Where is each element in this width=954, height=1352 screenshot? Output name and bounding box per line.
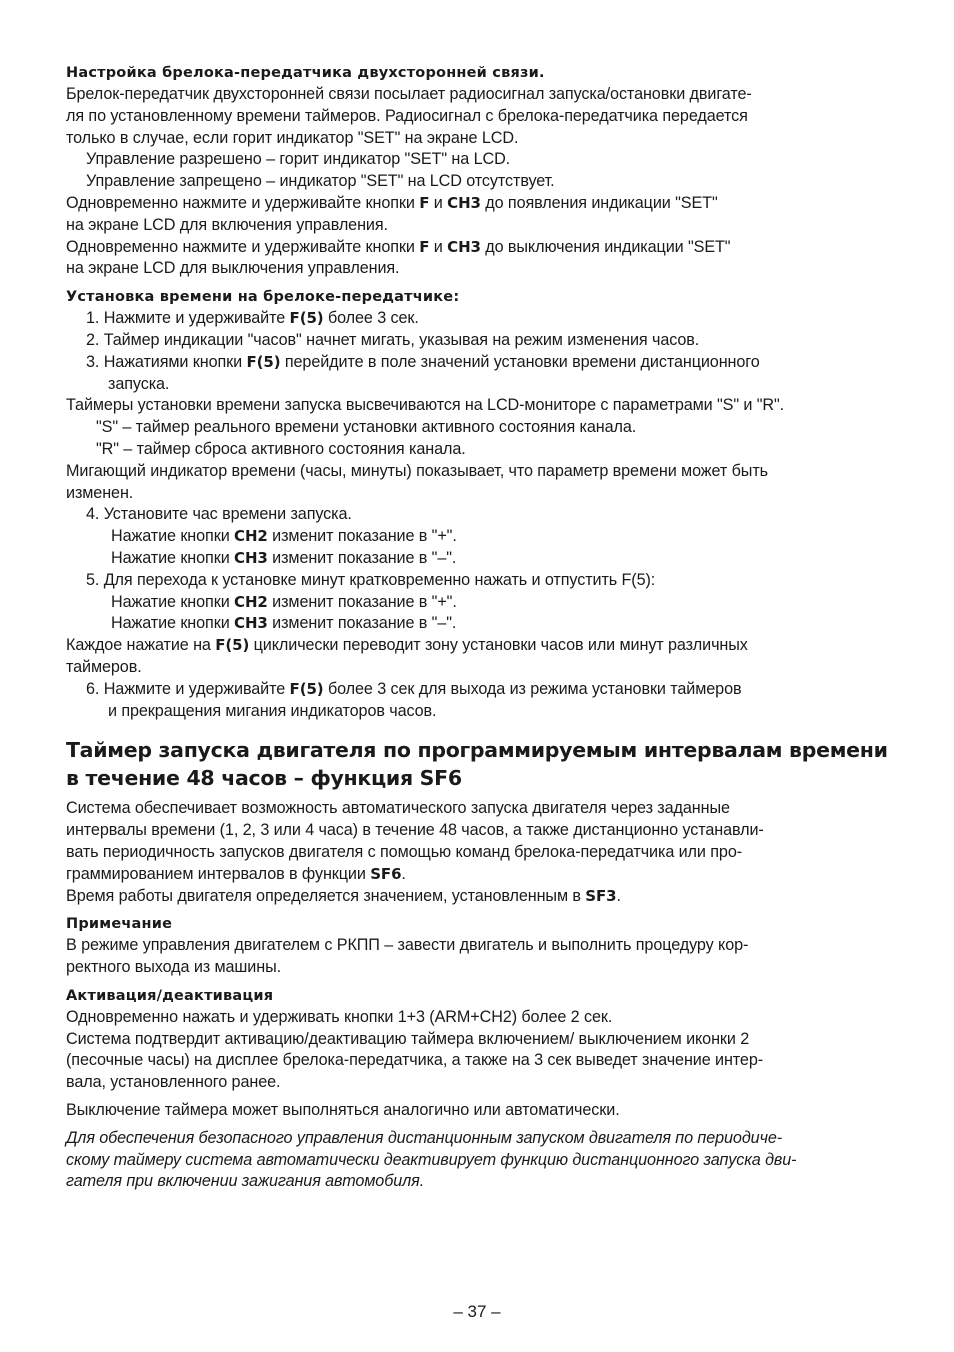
text: Нажатие кнопки: [111, 527, 235, 546]
activation-line: Одновременно нажать и удерживать кнопки 1+3 (ARM+CH2) более 2 сек.: [66, 1007, 613, 1026]
text: изменит показание в "–".: [267, 614, 457, 633]
step-3-cont: запуска.: [108, 374, 170, 393]
text: более 3 сек.: [323, 309, 419, 328]
section-heading-time-setup: Установка времени на брелоке-передатчике:: [66, 289, 460, 306]
step-1: [66, 308, 896, 330]
text: и: [429, 237, 448, 256]
text: Нажатие кнопки: [111, 548, 235, 567]
text: 6. Нажмите и удерживайте: [86, 679, 290, 698]
step-2: 2. Таймер индикации "часов" начнет мигать, указывая на режим изменения часов.: [86, 330, 700, 349]
control-denied-line: Управление запрещено – индикатор "SET" на LCD отсутствует.: [86, 172, 555, 191]
step-5: 5. Для перехода к установке минут кратковременно нажать и отпустить F(5):: [86, 570, 656, 589]
disable-instruction: [66, 237, 896, 259]
paragraph-line: интервалы времени (1, 2, 3 или 4 часа) в течение 48 часов, а также дистанционно устанавли-: [66, 821, 764, 840]
key-ch2: CH2: [234, 527, 268, 546]
key-ch3: CH3: [447, 237, 481, 256]
key-f5: F(5): [289, 679, 324, 698]
text: Нажатие кнопки: [111, 614, 235, 633]
blink-description-cont: изменен.: [66, 483, 134, 502]
text: .: [616, 886, 621, 905]
enable-instruction: [66, 193, 896, 215]
paragraph-line: только в случае, если горит индикатор "SET" на экране LCD.: [66, 128, 519, 147]
section-title-sf6: [66, 736, 896, 792]
note-line: В режиме управления двигателем с РКПП – завести двигатель и выполнить процедуру кор-: [66, 936, 749, 955]
timer-off-line: Выключение таймера может выполняться аналогично или автоматически.: [66, 1101, 620, 1120]
step-3: [66, 352, 896, 374]
key-sf6: SF6: [370, 864, 402, 883]
step-4: 4. Установите час времени запуска.: [86, 505, 352, 524]
cycle-description-cont: таймеров.: [66, 657, 142, 676]
safety-note-line: скому таймеру система автоматически деактивирует функцию дистанционного запуска дви-: [66, 1150, 797, 1169]
page-number: – 37 –: [453, 1302, 501, 1321]
text: до появления индикации "SET": [480, 193, 718, 212]
text: Каждое нажатие на: [66, 636, 216, 655]
key-sf3: SF3: [585, 886, 617, 905]
step-4-ch3: [66, 548, 896, 570]
safety-note-line: Для обеспечения безопасного управления дистанционным запуском двигателя по периодиче-: [66, 1128, 783, 1147]
activation-heading: Активация/деактивация: [66, 987, 274, 1004]
text: циклически переводит зону установки часов или минут различных: [249, 636, 748, 655]
text: изменит показание в "+".: [267, 527, 457, 546]
step-6-cont: и прекращения мигания индикаторов часов.: [108, 701, 437, 720]
activation-line: вала, установленного ранее.: [66, 1073, 281, 1092]
paragraph-line: Брелок-передатчик двухсторонней связи посылает радиосигнал запуска/остановки двигате-: [66, 85, 752, 103]
text: Время работы двигателя определяется значением, установленным в: [66, 886, 586, 905]
s-description: "S" – таймер реального времени установки активного состояния канала.: [96, 418, 637, 437]
paragraph-line: ля по установленному времени таймеров. Радиосигнал с брелока-передатчика передается: [66, 106, 748, 125]
key-f: F: [419, 193, 430, 212]
key-f5: F(5): [246, 352, 281, 371]
paragraph-line: Система обеспечивает возможность автоматического запуска двигателя через заданные: [66, 799, 730, 818]
key-ch3: CH3: [447, 193, 481, 212]
text: 3. Нажатиями кнопки: [86, 352, 247, 371]
safety-note-line: гателя при включении зажигания автомобиля.: [66, 1172, 425, 1191]
step-6: [66, 679, 896, 701]
key-f: F: [419, 237, 430, 256]
text: граммированием интервалов в функции: [66, 864, 371, 883]
section-heading-two-way-fob: Настройка брелока-передатчика двухсторонней связи.: [66, 65, 545, 81]
text: и: [429, 193, 448, 212]
text: 1. Нажмите и удерживайте: [86, 309, 290, 328]
blink-description: Мигающий индикатор времени (часы, минуты) показывает, что параметр времени может быть: [66, 461, 768, 480]
key-f5: F(5): [215, 636, 250, 655]
note-line: ректного выхода из машины.: [66, 958, 282, 977]
key-ch3: CH3: [234, 614, 268, 633]
title-line: Таймер запуска двигателя по программируемым интервалам времени: [66, 738, 888, 763]
key-ch3: CH3: [234, 548, 268, 567]
document-page: [66, 62, 896, 1193]
runtime-line: [66, 886, 896, 908]
enable-instruction-cont: на экране LCD для включения управления.: [66, 215, 388, 234]
step-5-ch3: [66, 613, 896, 635]
text: изменит показание в "+".: [267, 592, 457, 611]
note-heading: Примечание: [66, 916, 173, 933]
text: изменит показание в "–".: [267, 548, 457, 567]
activation-line: Система подтвердит активацию/деактивацию таймера включением/ выключением иконки 2: [66, 1029, 750, 1048]
key-ch2: CH2: [234, 592, 268, 611]
text: до выключения индикации "SET": [480, 237, 731, 256]
activation-line: (песочные часы) на дисплее брелока-передатчика, а также на 3 сек выведет значение интер-: [66, 1051, 764, 1070]
step-4-ch2: [66, 526, 896, 548]
timers-description: Таймеры установки времени запуска высвечиваются на LCD-мониторе с параметрами "S" и "R".: [66, 396, 785, 415]
text: Нажатие кнопки: [111, 592, 235, 611]
paragraph-line: [66, 864, 896, 886]
text: перейдите в поле значений установки времени дистанционного: [280, 352, 760, 371]
text: более 3 сек для выхода из режима установки таймеров: [323, 679, 742, 698]
text: .: [401, 864, 406, 883]
cycle-description: [66, 635, 896, 657]
text: Одновременно нажмите и удерживайте кнопки: [66, 193, 420, 212]
text: Одновременно нажмите и удерживайте кнопки: [66, 237, 420, 256]
disable-instruction-cont: на экране LCD для выключения управления.: [66, 259, 400, 278]
control-allowed-line: Управление разрешено – горит индикатор "SET" на LCD.: [86, 150, 511, 169]
title-line: в течение 48 часов – функция SF6: [66, 766, 462, 791]
r-description: "R" – таймер сброса активного состояния канала.: [96, 439, 466, 458]
key-f5: F(5): [289, 309, 324, 328]
paragraph-line: вать периодичность запусков двигателя с помощью команд брелока-передатчика или про-: [66, 842, 743, 861]
step-5-ch2: [66, 592, 896, 614]
